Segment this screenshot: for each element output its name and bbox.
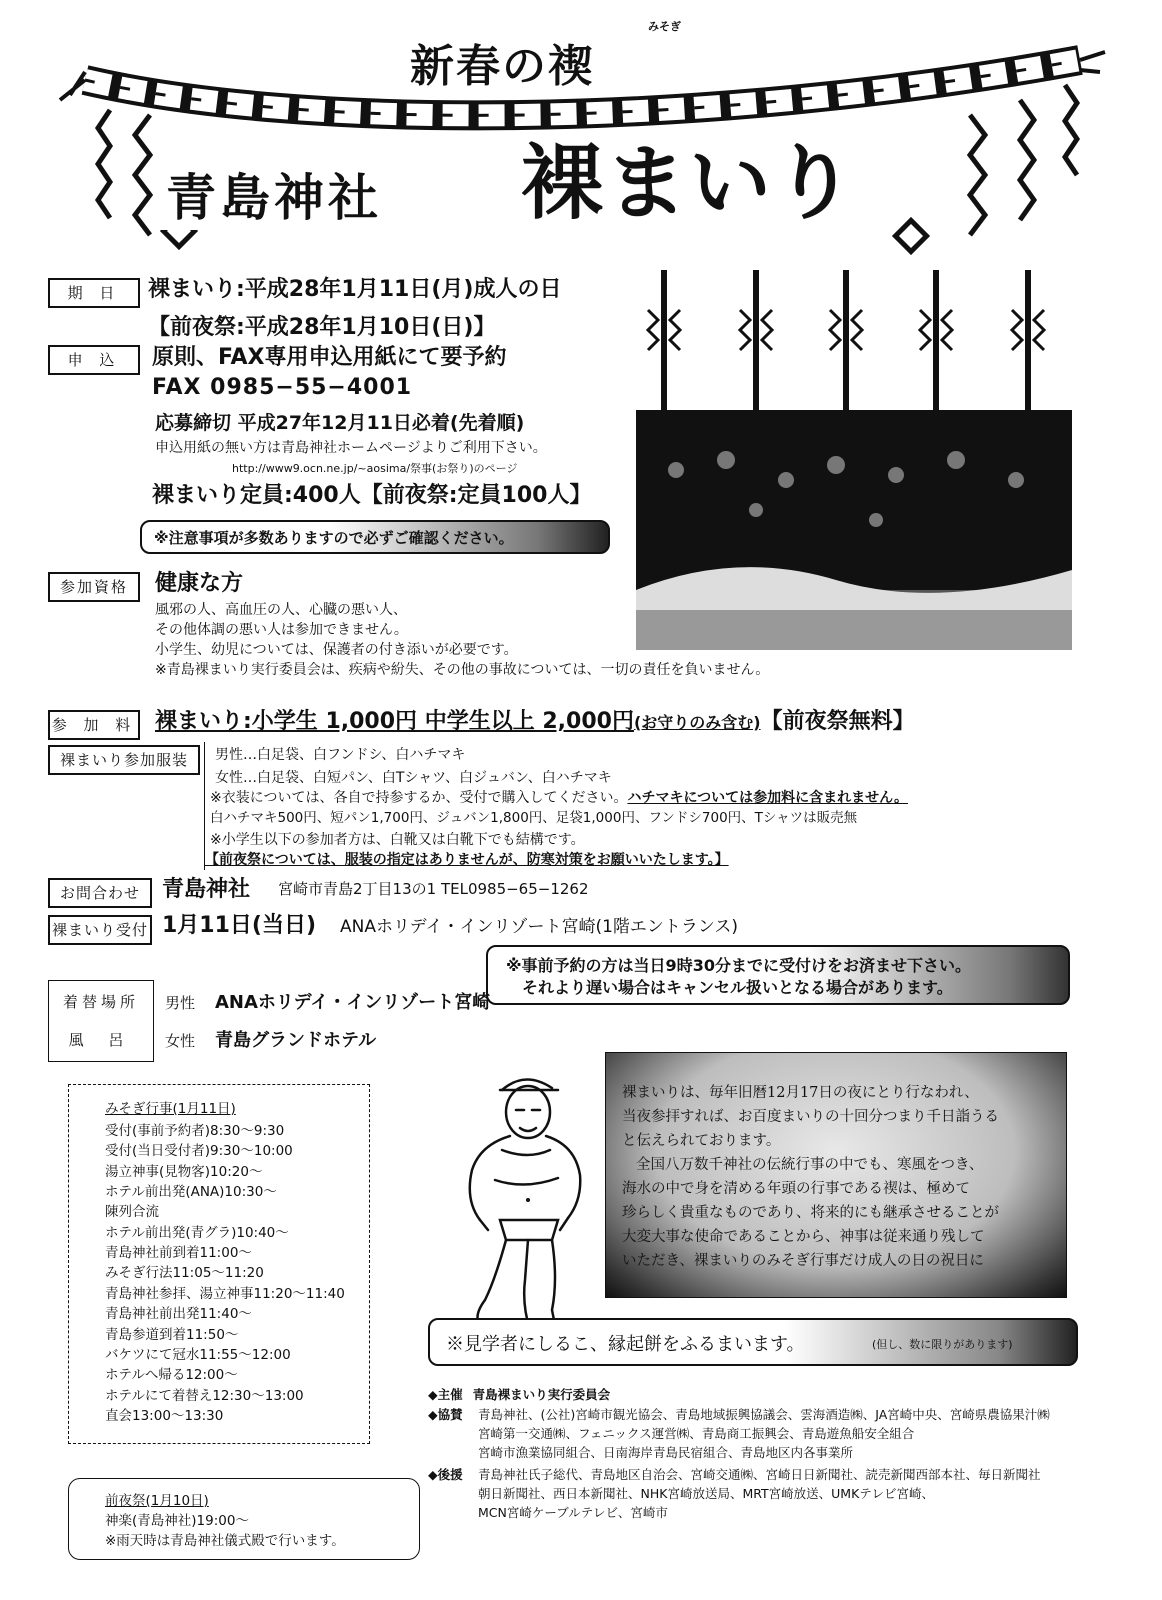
schedule-item: 青島神社前出発11:40〜 xyxy=(105,1306,252,1322)
organizer: 青島裸まいり実行委員会 xyxy=(472,1387,611,1402)
eligibility-line: 小学生、幼児については、保護者の付き添いが必要です。 xyxy=(155,642,518,658)
description-line: 全国八万数千神社の伝統行事の中でも、寒風をつき、 xyxy=(636,1157,984,1173)
bath-label: 風 呂 xyxy=(68,1031,134,1049)
eve-schedule-item: ※雨天時は青島神社儀式殿で行います。 xyxy=(105,1533,345,1549)
eligibility-line: その他体調の悪い人は参加できません。 xyxy=(155,622,408,638)
festival-photo-image xyxy=(636,270,1072,650)
participant-illustration xyxy=(440,1050,610,1350)
schedule-item: 直会13:00〜13:30 xyxy=(105,1408,224,1424)
eligibility-line: 風邪の人、高血圧の人、心臓の悪い人、 xyxy=(155,602,407,618)
description-box xyxy=(605,1052,1067,1298)
schedule-item: 青島神社参拝、湯立神事11:20〜11:40 xyxy=(105,1286,345,1302)
eve-schedule-title: 前夜祭(1月10日) xyxy=(105,1493,209,1509)
description-line: 当夜参拝すれば、お百度まいりの十回分つまり千日詣うる xyxy=(622,1109,999,1125)
application-note: 申込用紙の無い方は青島神社ホームページよりご利用下さい。 xyxy=(155,440,547,456)
attire-label: 裸まいり参加服装 xyxy=(48,745,200,775)
homepage-url[interactable]: http://www9.ocn.ne.jp/~aosima/祭事(お祭り)のページ xyxy=(232,462,518,475)
cooperation-line: 青島神社、(公社)宮崎市観光協会、青島地域振興協議会、雲海酒造㈱、JA宮崎中央、宮崎県農協果汁㈱ xyxy=(478,1407,1050,1422)
capacity: 裸まいり定員:400人【前夜祭:定員100人】 xyxy=(152,483,592,508)
description-line: 大変大事な使命であることから、神事は従来通り残して xyxy=(622,1229,985,1245)
attire-female: 女性…白足袋、白短パン、白Tシャツ、白ジュバン、白ハチマキ xyxy=(215,770,612,786)
support-line: 朝日新聞社、西日本新聞社、NHK宮崎放送局、MRT宮崎放送、UMKテレビ宮崎、 xyxy=(478,1486,935,1501)
misogi-schedule-title: みそぎ行事(1月11日) xyxy=(105,1101,236,1117)
notice-banner xyxy=(140,520,610,554)
female-label: 女性 xyxy=(165,1032,196,1050)
date-label: 期 日 xyxy=(48,278,140,308)
schedule-item: 青島神社前到着11:00〜 xyxy=(105,1245,252,1261)
fax-number: FAX 0985−55−4001 xyxy=(152,375,413,400)
eve-schedule-box xyxy=(68,1478,420,1560)
festival-photo xyxy=(636,270,1072,650)
schedule-item: 受付(当日受付者)9:30〜10:00 xyxy=(105,1143,293,1159)
organizer-label: ◆主催 xyxy=(428,1387,463,1402)
schedule-item: 受付(事前予約者)8:30〜9:30 xyxy=(105,1123,285,1139)
schedule-item: バケツにて冠水11:55〜12:00 xyxy=(105,1347,291,1363)
attire-note1-hachimaki: ハチマキについては参加料に含まれません。 xyxy=(627,790,909,806)
subtitle: 新春の禊 xyxy=(410,41,594,92)
schedule-item: みそぎ行法11:05〜11:20 xyxy=(105,1265,264,1281)
description-line: と伝えられております。 xyxy=(622,1133,781,1149)
contact-label: お問合わせ xyxy=(48,878,152,908)
reception-place: ANAホリデイ・インリゾート宮崎(1階エントランス) xyxy=(340,917,739,937)
changing-label: 着替場所 xyxy=(62,993,139,1011)
schedule-item: ホテルへ帰る12:00〜 xyxy=(105,1367,238,1383)
description-line: 海水の中で身を清める年頭の行事である禊は、極めて xyxy=(622,1181,970,1197)
reservation-banner-line2: それより遅い場合はキャンセル扱いとなる場合があります。 xyxy=(522,978,953,997)
festival-name: 裸まいり xyxy=(515,135,863,231)
eligibility-line: ※青島裸まいり実行委員会は、疾病や紛失、その他の事故については、一切の責任を負いません。 xyxy=(155,662,770,678)
description-line: 裸まいりは、毎年旧暦12月17日の夜にとり行なわれ、 xyxy=(622,1085,979,1101)
organizer-row xyxy=(428,1385,610,1404)
eligibility-label: 参加資格 xyxy=(48,572,140,602)
contact-name: 青島神社 xyxy=(162,877,251,902)
schedule-item: 陳列合流 xyxy=(105,1204,159,1220)
date-main: 裸まいり:平成28年1月11日(月)成人の日 xyxy=(148,277,562,302)
cooperation-line: 宮崎第一交通㈱、フェニックス運営㈱、青島商工振興会、青島遊魚船安全組合 xyxy=(478,1426,915,1441)
schedule-item: ホテルにて着替え12:30〜13:00 xyxy=(105,1388,304,1404)
notice-banner-text: ※注意事項が多数ありますので必ずご確認ください。 xyxy=(154,529,514,547)
contact-address: 宮崎市青島2丁目13の1 TEL0985−65−1262 xyxy=(278,880,589,898)
schedule-item: ホテル前出発(青グラ)10:40〜 xyxy=(105,1225,289,1241)
fee-omamori: (お守りのみ含む) xyxy=(633,713,761,732)
attire-male: 男性…白足袋、白フンドシ、白ハチマキ xyxy=(215,747,466,763)
misogi-schedule-box xyxy=(68,1084,370,1444)
reservation-banner-line1: ※事前予約の方は当日9時30分までに受付けをお済ませ下さい。 xyxy=(506,956,971,975)
support-line: MCN宮崎ケーブルテレビ、宮崎市 xyxy=(478,1505,668,1520)
fee-text: 裸まいり:小学生 1,000円 中学生以上 2,000円 xyxy=(155,709,634,734)
subtitle-ruby: みそぎ xyxy=(648,20,681,33)
attire-note3: 【前夜祭については、服装の指定はありませんが、防寒対策をお願いいたします。】 xyxy=(205,852,729,868)
fee-row xyxy=(155,704,915,735)
support-line: 青島神社氏子総代、青島地区自治会、宮崎交通㈱、宮崎日日新聞社、読売新聞西部本社、毎日新聞社 xyxy=(478,1467,1041,1482)
reservation-banner xyxy=(486,945,1070,1005)
application-label: 申 込 xyxy=(48,345,140,375)
cooperation-label: ◆協賛 xyxy=(428,1407,463,1422)
attire-note1-main: ※衣装については、各自で持参するか、受付で購入してください。 xyxy=(210,790,628,806)
date-eve: 【前夜祭:平成28年1月10日(日)】 xyxy=(148,315,496,340)
attire-prices: 白ハチマキ500円、短パン1,700円、ジュバン1,800円、足袋1,000円、フンドシ700円、Tシャツは販売無 xyxy=(210,810,858,826)
visitor-banner xyxy=(428,1318,1078,1366)
cooperation-line: 宮崎市漁業協同組合、日南海岸青島民宿組合、青島地区内各事業所 xyxy=(478,1445,854,1460)
male-place: ANAホリデイ・インリゾート宮崎 xyxy=(215,992,491,1013)
schedule-item: 青島参道到着11:50〜 xyxy=(105,1327,239,1343)
attire-note2: ※小学生以下の参加者方は、白靴又は白靴下でも結構です。 xyxy=(210,832,585,848)
fee-label: 参 加 料 xyxy=(48,710,140,740)
male-label: 男性 xyxy=(165,994,196,1012)
female-place: 青島グランドホテル xyxy=(215,1030,377,1051)
application-method: 原則、FAX専用申込用紙にて要予約 xyxy=(152,345,507,370)
changing-label-box xyxy=(48,980,154,1062)
eve-schedule-item: 神楽(青島神社)19:00〜 xyxy=(105,1513,249,1529)
header xyxy=(0,0,1162,270)
description-line: いただき、裸まいりのみそぎ行事だけ成人の日の祝日に xyxy=(622,1253,984,1269)
schedule-item: ホテル前出発(ANA)10:30〜 xyxy=(105,1184,277,1200)
eligibility-heading: 健康な方 xyxy=(155,571,244,596)
fee-eve: 【前夜祭無料】 xyxy=(760,709,915,734)
shrine-name: 青島神社 xyxy=(160,158,388,230)
visitor-banner-main: ※見学者にしるこ、縁起餅をふるまいます。 xyxy=(446,1334,805,1355)
support-label: ◆後援 xyxy=(428,1467,463,1482)
visitor-banner-small: (但し、数に限りがあります) xyxy=(872,1338,1013,1351)
schedule-item: 湯立神事(見物客)10:20〜 xyxy=(105,1164,263,1180)
attire-note1 xyxy=(210,788,908,808)
description-line: 珍らしく貴重なものであり、将来的にも継承させることが xyxy=(622,1205,999,1221)
deadline: 応募締切 平成27年12月11日必着(先着順) xyxy=(155,412,525,434)
reception-date: 1月11日(当日) xyxy=(162,913,317,938)
reception-label: 裸まいり受付 xyxy=(48,915,152,945)
